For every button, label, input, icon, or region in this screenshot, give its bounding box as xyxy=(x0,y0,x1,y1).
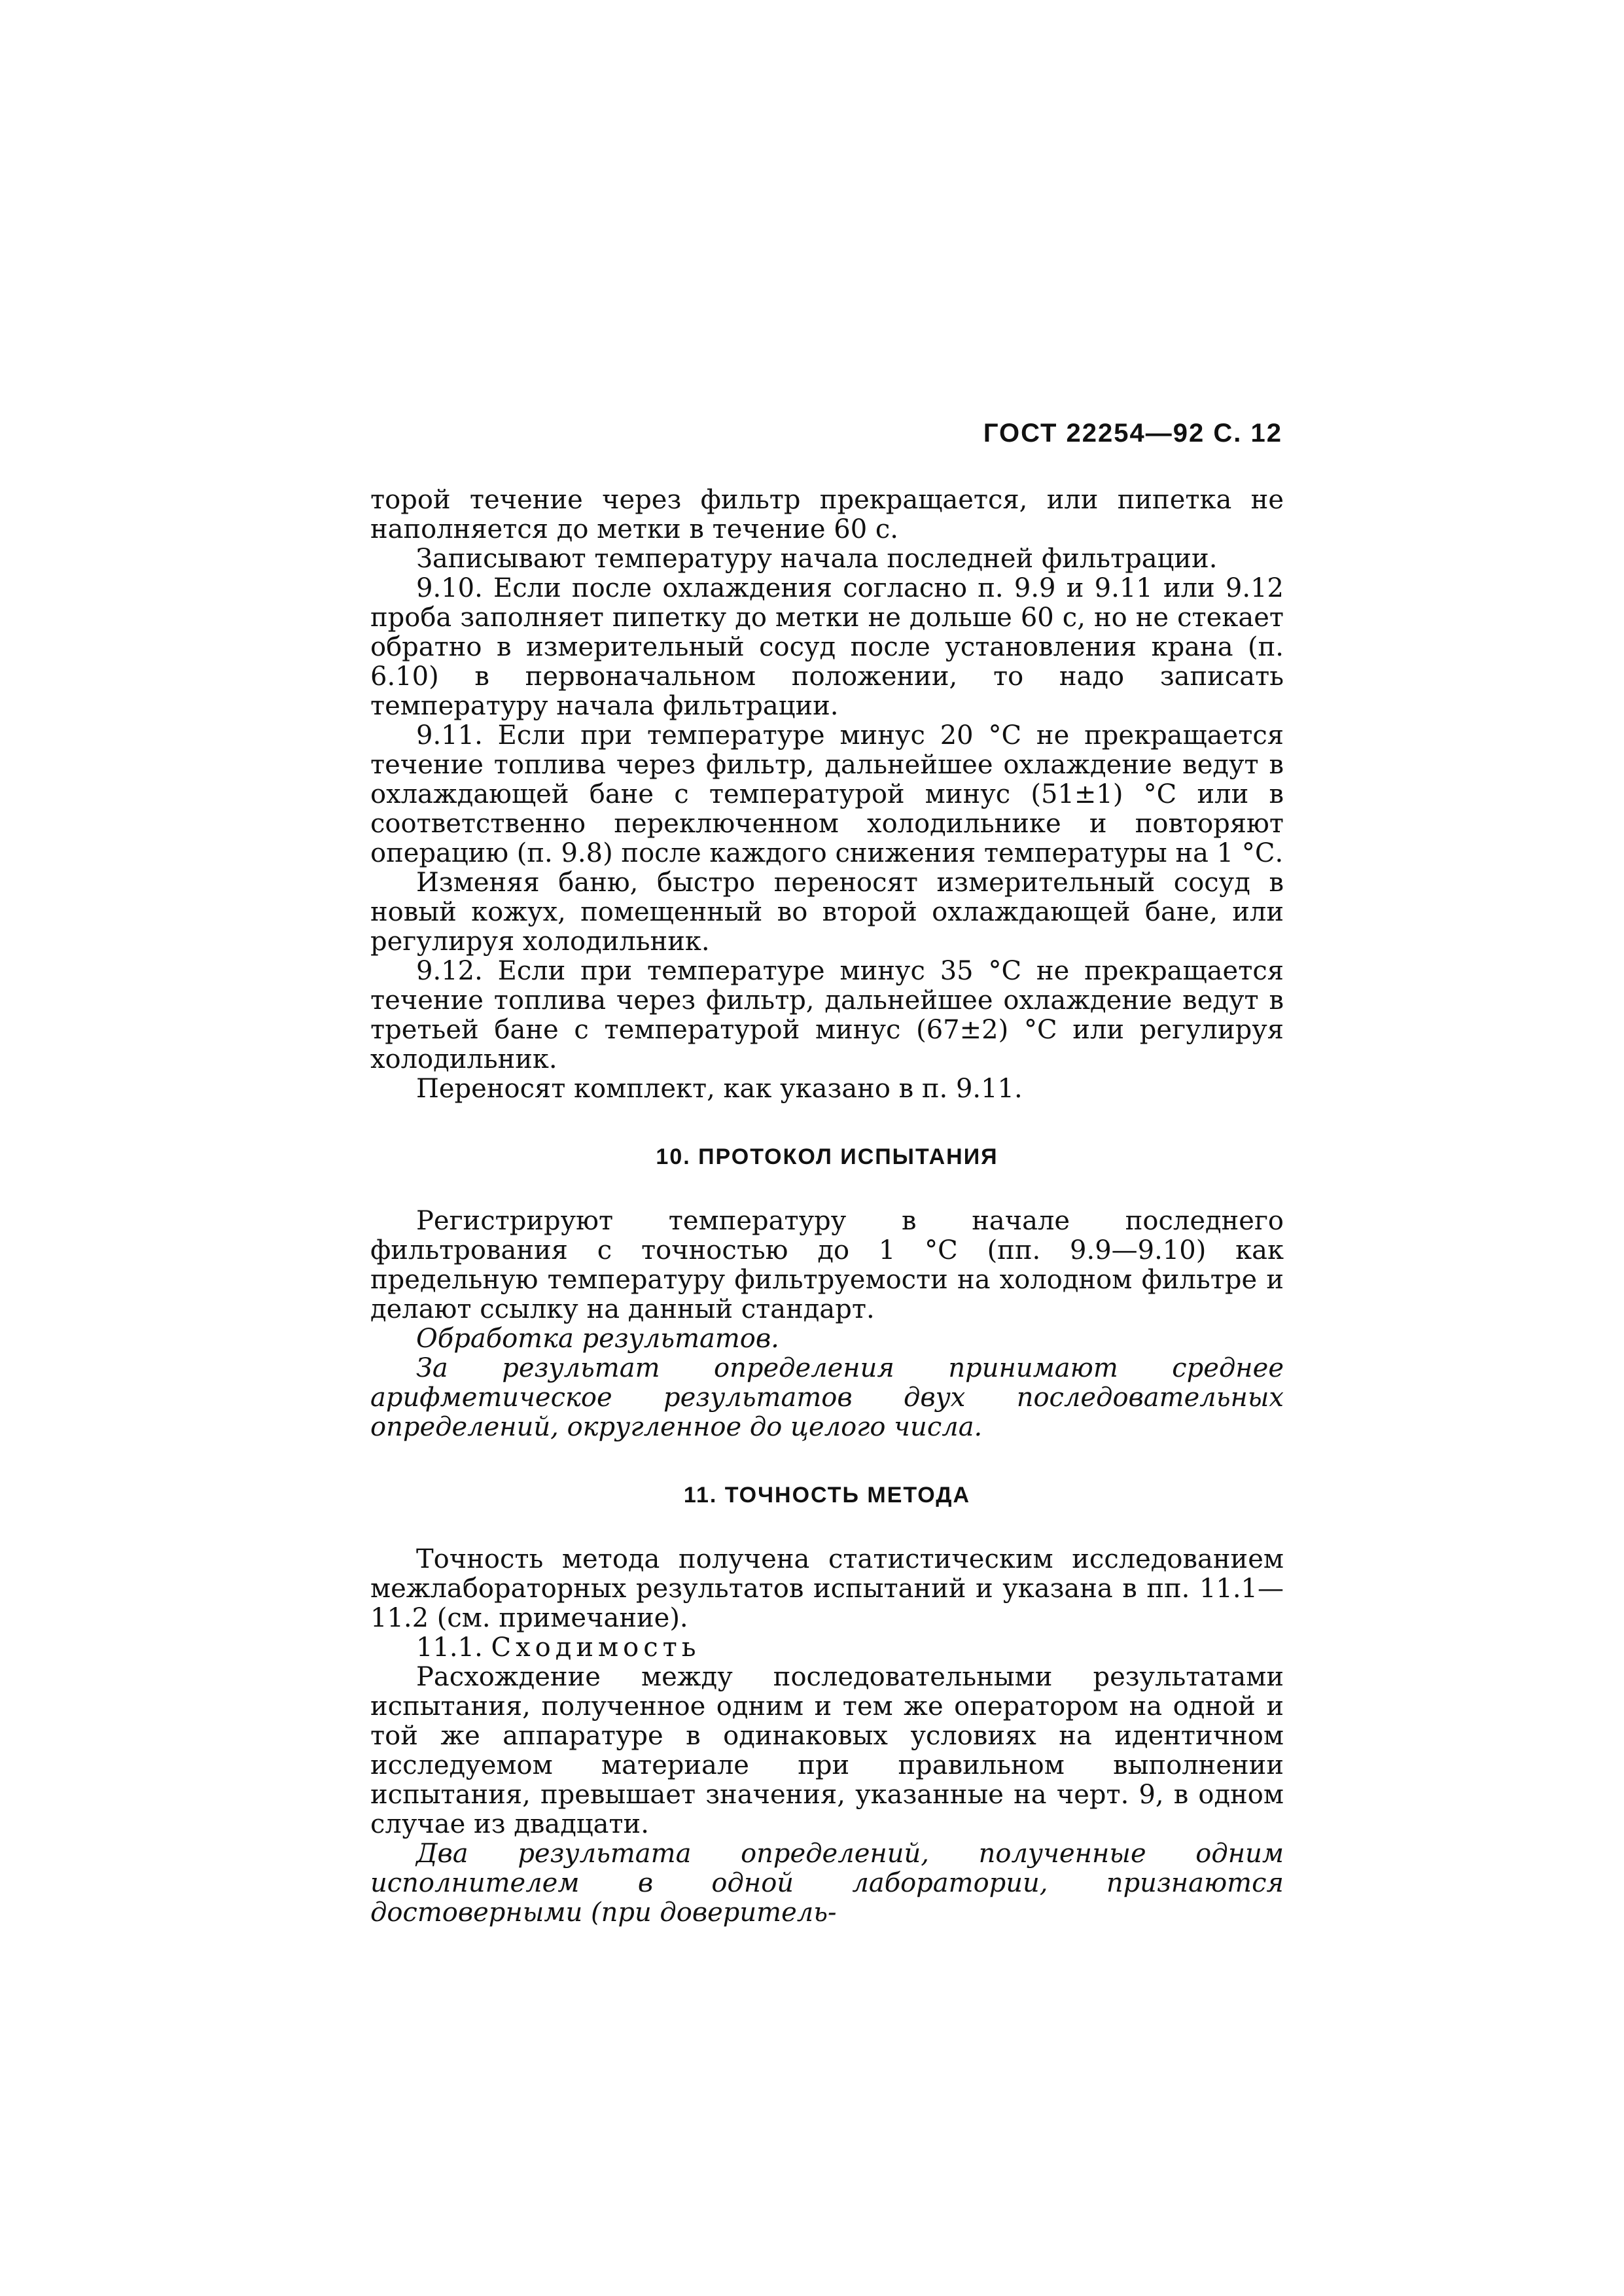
paragraph: За результат определения принимают среднее арифметическое результатов двух последовательных определений, округленное до целого числа. xyxy=(370,1353,1284,1442)
paragraph: Два результата определений, полученные одним исполнителем в одной лаборатории, признаются достоверными (при доверитель- xyxy=(370,1839,1284,1928)
paragraph: Регистрируют температуру в начале последнего фильтрования с точностью до 1 °С (пп. 9.9—9.10) как предельную температуру фильтруемости на холодном фильтре и делают ссылку на данный стандарт. xyxy=(370,1206,1284,1324)
clause-9-11: 9.11. Если при температуре минус 20 °С не прекращается течение топлива через фильтр, дальнейшее охлаждение ведут в охлаждающей бане с температурой минус (51±1) °С или в соответственно переключенном холодильнике и повторяют операцию (п. 9.8) после каждого снижения температуры на 1 °С. xyxy=(370,720,1284,868)
clause-9-12: 9.12. Если при температуре минус 35 °С не прекращается течение топлива через фильтр, дальнейшее охлаждение ведут в третьей бане с температурой минус (67±2) °С или регулируя холодильник. xyxy=(370,956,1284,1074)
subclause-title xyxy=(370,1633,1284,1663)
paragraph: Изменяя баню, быстро переносят измерительный сосуд в новый кожух, помещенный во второй охлаждающей бане, или регулируя холодильник. xyxy=(370,868,1284,957)
subheading-results-processing: Обработка результатов. xyxy=(416,1324,779,1354)
section-heading-11: 11. ТОЧНОСТЬ МЕТОДА xyxy=(683,1483,971,1508)
subclause-title-text: Сходимость xyxy=(491,1633,701,1663)
subclause-number: 11.1. xyxy=(416,1633,483,1663)
clause-9-10: 9.10. Если после охлаждения согласно п. 9.9 и 9.11 или 9.12 проба заполняет пипетку до метки не дольше 60 с, но не стекает обратно в измерительный сосуд после установления крана (п. 6.10) в первоначальном положении, то надо записать температуру начала фильтрации. xyxy=(370,573,1284,721)
page-header: ГОСТ 22254—92 С. 12 xyxy=(983,419,1282,448)
paragraph: Переносят комплект, как указано в п. 9.11. xyxy=(416,1074,1023,1104)
section-heading-10: 10. ПРОТОКОЛ ИСПЫТАНИЯ xyxy=(656,1144,998,1169)
paragraph: Расхождение между последовательными результатами испытания, полученное одним и тем же оператором на одной и той же аппаратуре в одинаковых условиях на идентичном исследуемом материале при правильном выполнении испытания, превышает значения, указанные на черт. 9, в одном случае из двадцати. xyxy=(370,1662,1284,1839)
paragraph: Записывают температуру начала последней фильтрации. xyxy=(416,544,1218,574)
paragraph: торой течение через фильтр прекращается, или пипетка не наполняется до метки в течение 60 с. xyxy=(370,485,1284,544)
paragraph: Точность метода получена статистическим исследованием межлабораторных результатов испытаний и указана в пп. 11.1—11.2 (см. примечание). xyxy=(370,1544,1284,1633)
page-body xyxy=(370,486,1284,1928)
